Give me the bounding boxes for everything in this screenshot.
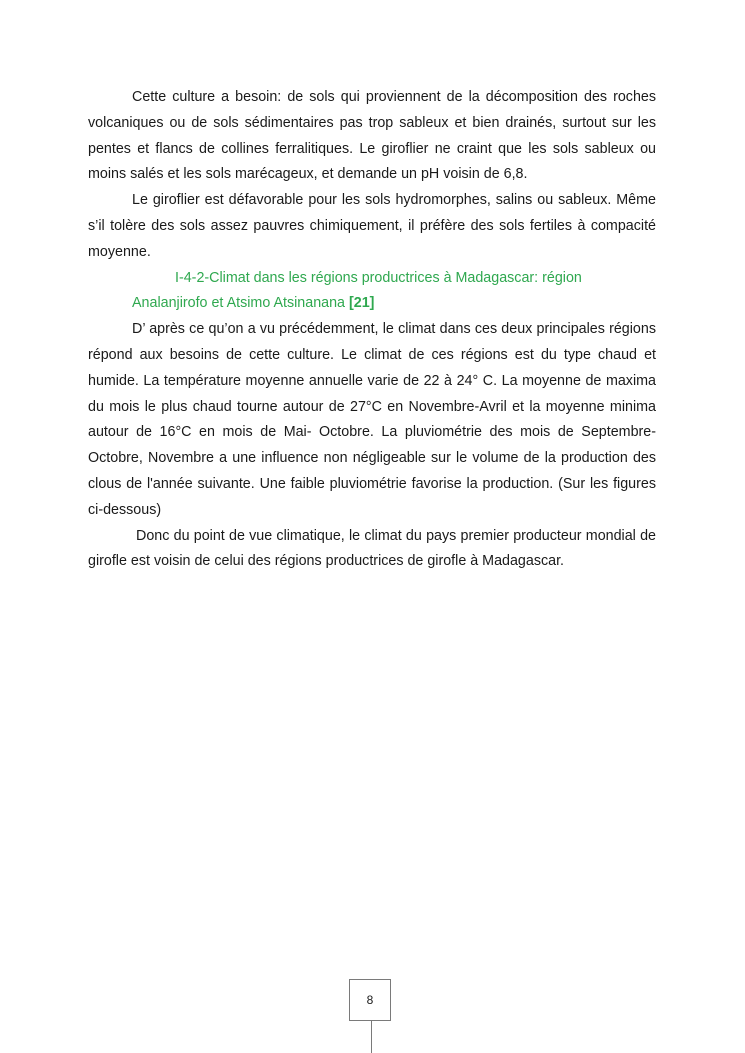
paragraph-climate: D’ après ce qu’on a vu précédemment, le climat dans ces deux principales régions répond aux besoins de cette culture. Le climat de ces régions est du type chaud et humide. La température moyenne annuelle varie de 22 à 24° C. La moyenne de maxima du mois le plus chaud tourne autour de 27°C en Novembre-Avril et la moyenne minima autour de 16°C en mois de Mai- Octobre. La pluviométrie des mois de Septembre-Octobre, Novembre a une influence non négligeable sur le volume de la production des clous de l'année suivante. Une faible pluviométrie favorise la production. (Sur les figures ci-dessous) (88, 321, 656, 518)
page-number: 8 (349, 979, 391, 1021)
page-content (88, 85, 656, 575)
section-heading-line2 (88, 291, 656, 317)
page-number-divider (371, 1021, 372, 1053)
section-heading-line1: I-4-2-Climat dans les régions productrices à Madagascar: région (175, 269, 582, 286)
section-heading-line2-text: Analanjirofo et Atsimo Atsinanana (132, 295, 349, 312)
paragraph-soil-requirements: Cette culture a besoin: de sols qui proviennent de la décomposition des roches volcaniques ou de sols sédimentaires pas trop sableux et bien drainés, surtout sur les pentes et flancs de collines ferralitiques. Le giroflier ne craint que les sols sableux ou moins salés et les sols marécageux, et demande un pH voisin de 6,8. (88, 89, 656, 183)
citation-reference: [21] (348, 295, 375, 312)
paragraph-soil-unfavorable: Le giroflier est défavorable pour les sols hydromorphes, salins ou sableux. Même s’il tolère des sols assez pauvres chimiquement, il préfère des sols fertiles à compacité moyenne. (88, 192, 656, 260)
section-heading (88, 266, 656, 318)
paragraph-conclusion: Donc du point de vue climatique, le climat du pays premier producteur mondial de girofle est voisin de celui des régions productrices de girofle à Madagascar. (88, 527, 656, 570)
